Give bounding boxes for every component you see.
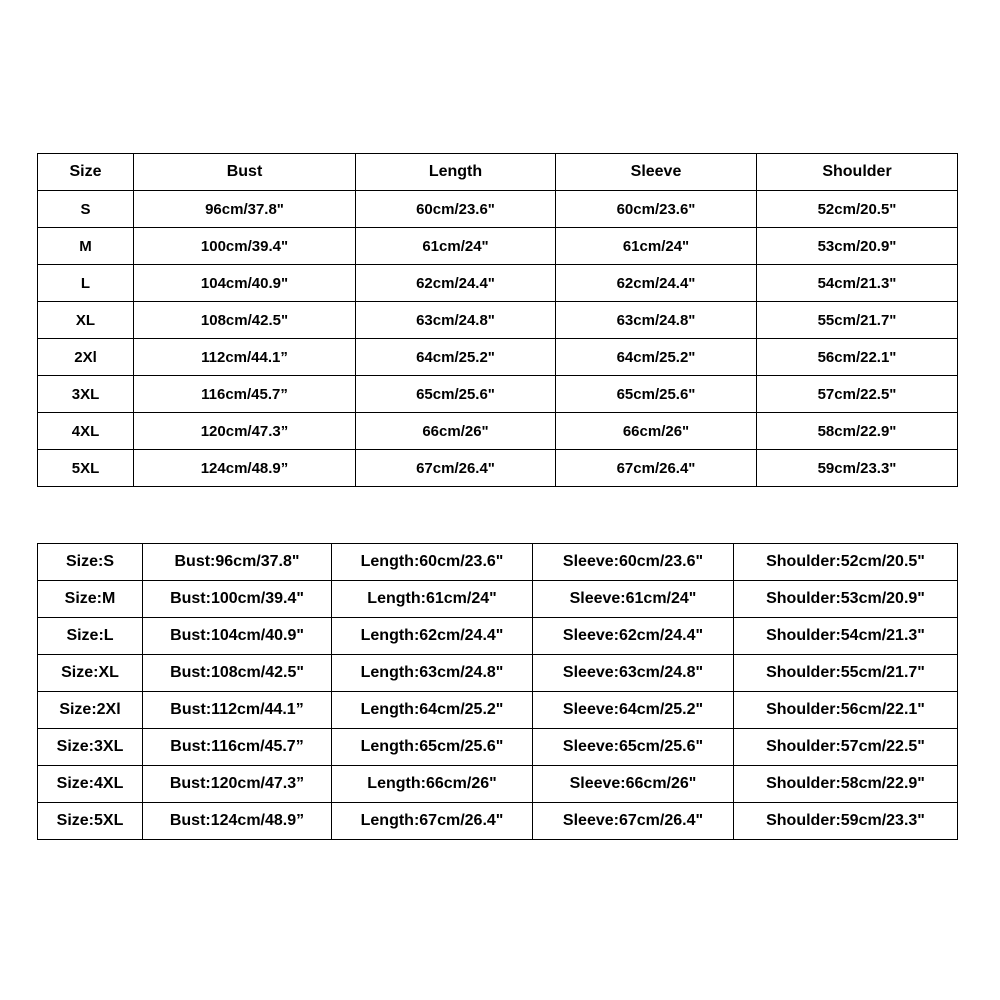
table-row [38,302,958,339]
table-cell: M [38,228,134,265]
table-cell: 53cm/20.9" [757,228,958,265]
table-cell: 58cm/22.9" [757,413,958,450]
table-row [38,803,958,840]
table-cell: Bust:100cm/39.4" [143,581,332,618]
table-cell: Shoulder:54cm/21.3" [734,618,958,655]
table-row [38,766,958,803]
table-cell: 3XL [38,376,134,413]
table-cell: Sleeve:62cm/24.4" [533,618,734,655]
table-row [38,376,958,413]
header-cell: Shoulder [757,154,958,191]
table-row [38,450,958,487]
table-cell: 116cm/45.7” [134,376,356,413]
table-cell: S [38,191,134,228]
table-cell: Size:XL [38,655,143,692]
table-cell: 67cm/26.4" [556,450,757,487]
table-cell: Bust:96cm/37.8" [143,544,332,581]
table-cell: Size:L [38,618,143,655]
table-row [38,655,958,692]
table-cell: 52cm/20.5" [757,191,958,228]
table-row [38,544,958,581]
table-cell: 55cm/21.7" [757,302,958,339]
table-row [38,729,958,766]
table-cell: Shoulder:55cm/21.7" [734,655,958,692]
header-cell: Sleeve [556,154,757,191]
table-cell: Size:4XL [38,766,143,803]
table-cell: Length:60cm/23.6" [332,544,533,581]
table-cell: 108cm/42.5" [134,302,356,339]
table-cell: Sleeve:64cm/25.2" [533,692,734,729]
table-cell: 64cm/25.2" [556,339,757,376]
table-cell: Length:61cm/24" [332,581,533,618]
table-cell: Length:65cm/25.6" [332,729,533,766]
table-cell: Size:M [38,581,143,618]
table-cell: 104cm/40.9" [134,265,356,302]
table-header-row [38,154,958,191]
table-cell: 124cm/48.9” [134,450,356,487]
table-cell: Bust:120cm/47.3” [143,766,332,803]
table-row [38,581,958,618]
table-cell: Sleeve:61cm/24" [533,581,734,618]
table-cell: Bust:124cm/48.9” [143,803,332,840]
table-cell: Sleeve:60cm/23.6" [533,544,734,581]
table-cell: Sleeve:66cm/26" [533,766,734,803]
table-row [38,413,958,450]
table-cell: Bust:112cm/44.1” [143,692,332,729]
table-cell: 65cm/25.6" [356,376,556,413]
table-cell: 63cm/24.8" [356,302,556,339]
table-cell: 66cm/26" [556,413,757,450]
table-cell: Length:62cm/24.4" [332,618,533,655]
table-cell: 67cm/26.4" [356,450,556,487]
table-cell: Shoulder:59cm/23.3" [734,803,958,840]
table-cell: Sleeve:67cm/26.4" [533,803,734,840]
table-cell: 56cm/22.1" [757,339,958,376]
table-cell: Bust:116cm/45.7” [143,729,332,766]
table-cell: Size:2Xl [38,692,143,729]
table-cell: L [38,265,134,302]
table-cell: Length:64cm/25.2" [332,692,533,729]
table-row [38,339,958,376]
table-cell: 62cm/24.4" [556,265,757,302]
table-cell: 100cm/39.4" [134,228,356,265]
header-cell: Length [356,154,556,191]
table-cell: Bust:104cm/40.9" [143,618,332,655]
table-cell: 4XL [38,413,134,450]
table-cell: Size:5XL [38,803,143,840]
table-cell: Size:3XL [38,729,143,766]
table-cell: Length:67cm/26.4" [332,803,533,840]
size-chart-labeled-table [37,543,958,840]
table-row [38,265,958,302]
table-cell: 62cm/24.4" [356,265,556,302]
table-row [38,692,958,729]
table-cell: Shoulder:56cm/22.1" [734,692,958,729]
table-row [38,191,958,228]
header-cell: Bust [134,154,356,191]
header-cell: Size [38,154,134,191]
table-cell: Sleeve:63cm/24.8" [533,655,734,692]
table-cell: 57cm/22.5" [757,376,958,413]
table-cell: 96cm/37.8" [134,191,356,228]
table-cell: 63cm/24.8" [556,302,757,339]
table-row [38,618,958,655]
table-cell: Sleeve:65cm/25.6" [533,729,734,766]
table-cell: XL [38,302,134,339]
table-cell: 60cm/23.6" [556,191,757,228]
table-cell: 61cm/24" [556,228,757,265]
table-cell: Shoulder:58cm/22.9" [734,766,958,803]
table-cell: 59cm/23.3" [757,450,958,487]
table-cell: Bust:108cm/42.5" [143,655,332,692]
table-cell: 112cm/44.1” [134,339,356,376]
table-cell: Shoulder:52cm/20.5" [734,544,958,581]
table-cell: 65cm/25.6" [556,376,757,413]
table-cell: Shoulder:57cm/22.5" [734,729,958,766]
table-cell: Size:S [38,544,143,581]
table-cell: 60cm/23.6" [356,191,556,228]
table-cell: 66cm/26" [356,413,556,450]
table-cell: Length:66cm/26" [332,766,533,803]
table-cell: 120cm/47.3” [134,413,356,450]
table-row [38,228,958,265]
table-cell: 64cm/25.2" [356,339,556,376]
table-cell: 61cm/24" [356,228,556,265]
table-cell: 54cm/21.3" [757,265,958,302]
size-chart-table [37,153,958,487]
table-cell: 2Xl [38,339,134,376]
table-cell: Length:63cm/24.8" [332,655,533,692]
table-cell: 5XL [38,450,134,487]
table-cell: Shoulder:53cm/20.9" [734,581,958,618]
